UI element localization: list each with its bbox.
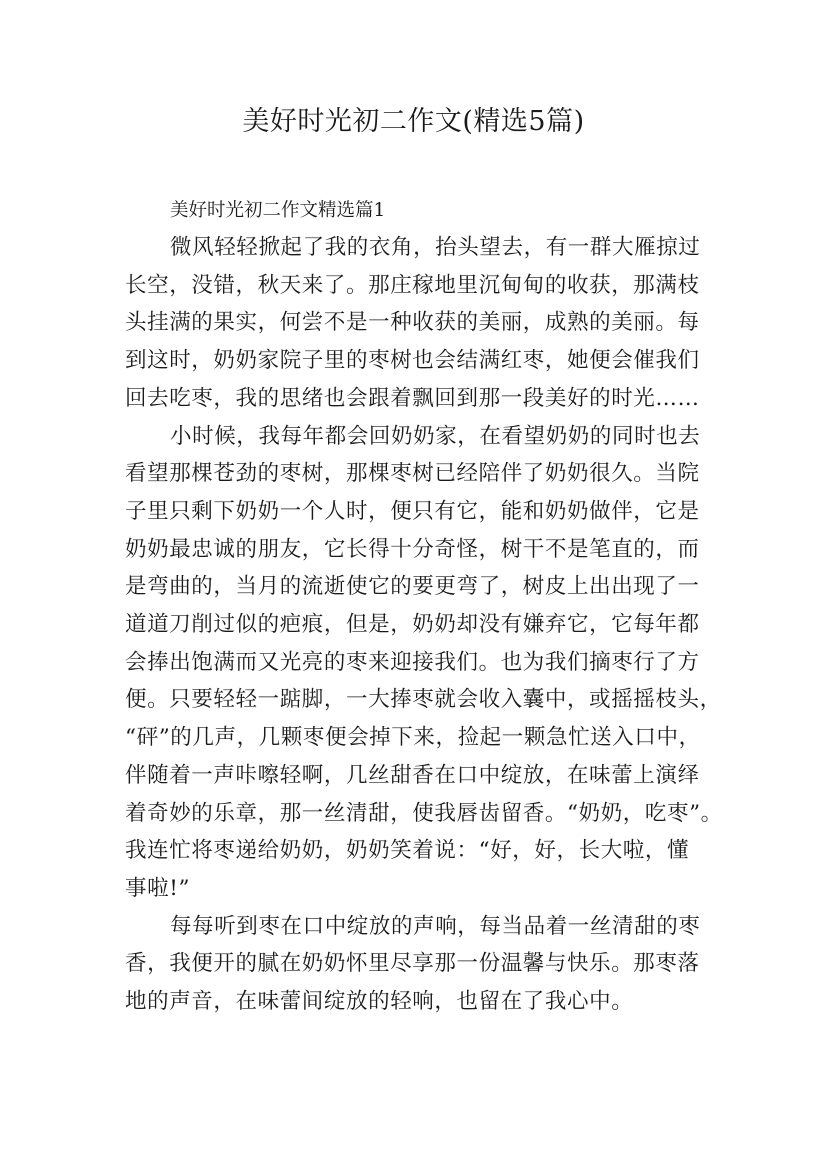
text-line: 子里只剩下奶奶一个人时，便只有它，能和奶奶做伴，它是: [125, 498, 700, 524]
paragraph-list: [125, 229, 723, 1021]
text-line: “砰”的几声，几颗枣便会掉下来，捡起一颗急忙送入口中，: [125, 725, 701, 751]
text-line: 头挂满的果实，何尝不是一种收获的美丽，成熟的美丽。每: [125, 310, 700, 336]
text-line: 长空，没错，秋天来了。那庄稼地里沉甸甸的收获，那满枝: [125, 272, 700, 298]
text-line: 事啦!”: [125, 875, 191, 901]
text-line: 小时候，我每年都会回奶奶家，在看望奶奶的同时也去: [170, 423, 701, 449]
text-line: 道道刀削过似的疤痕，但是，奶奶却没有嫌弃它，它每年都: [125, 612, 700, 638]
paragraph: [125, 229, 705, 418]
document-body: [125, 192, 723, 1021]
text-line: 每每听到枣在口中绽放的声响，每当品着一丝清甜的枣: [170, 913, 701, 939]
text-line: 到这时，奶奶家院子里的枣树也会结满红枣，她便会催我们: [125, 348, 700, 374]
text-line: 回去吃枣，我的思绪也会跟着飘回到那一段美好的时光……: [125, 385, 700, 411]
text-line: 看望那棵苍劲的枣树，那棵枣树已经陪伴了奶奶很久。当院: [125, 461, 700, 487]
text-line: 香，我便开的腻在奶奶怀里尽享那一份温馨与快乐。那枣落: [125, 951, 700, 977]
text-line: 便。只要轻轻一踮脚，一大捧枣就会收入囊中，或摇摇枝头，: [125, 687, 722, 713]
text-line: 我连忙将枣递给奶奶，奶奶笑着说：“好，好，长大啦，懂: [125, 838, 690, 864]
document-title: 美好时光初二作文(精选5篇): [242, 106, 585, 137]
section-heading: 美好时光初二作文精选篇1: [170, 200, 386, 221]
text-line: 奶奶最忠诚的朋友，它长得十分奇怪，树干不是笔直的，而: [125, 536, 700, 562]
text-line: 伴随着一声咔嚓轻啊，几丝甜香在口中绽放，在味蕾上演绎: [125, 762, 700, 788]
text-line: 地的声音，在味蕾间绽放的轻响，也留在了我心中。: [125, 989, 634, 1015]
text-line: 着奇妙的乐章，那一丝清甜，使我唇齿留香。“奶奶，吃枣”。: [125, 800, 723, 826]
text-line: 是弯曲的，当月的流逝使它的要更弯了，树皮上出出现了一: [125, 574, 700, 600]
text-line: 会捧出饱满而又光亮的枣来迎接我们。也为我们摘枣行了方: [125, 649, 700, 675]
paragraph: [125, 418, 723, 908]
paragraph: [125, 908, 705, 1021]
text-line: 微风轻轻掀起了我的衣角，抬头望去，有一群大雁掠过: [170, 235, 701, 260]
